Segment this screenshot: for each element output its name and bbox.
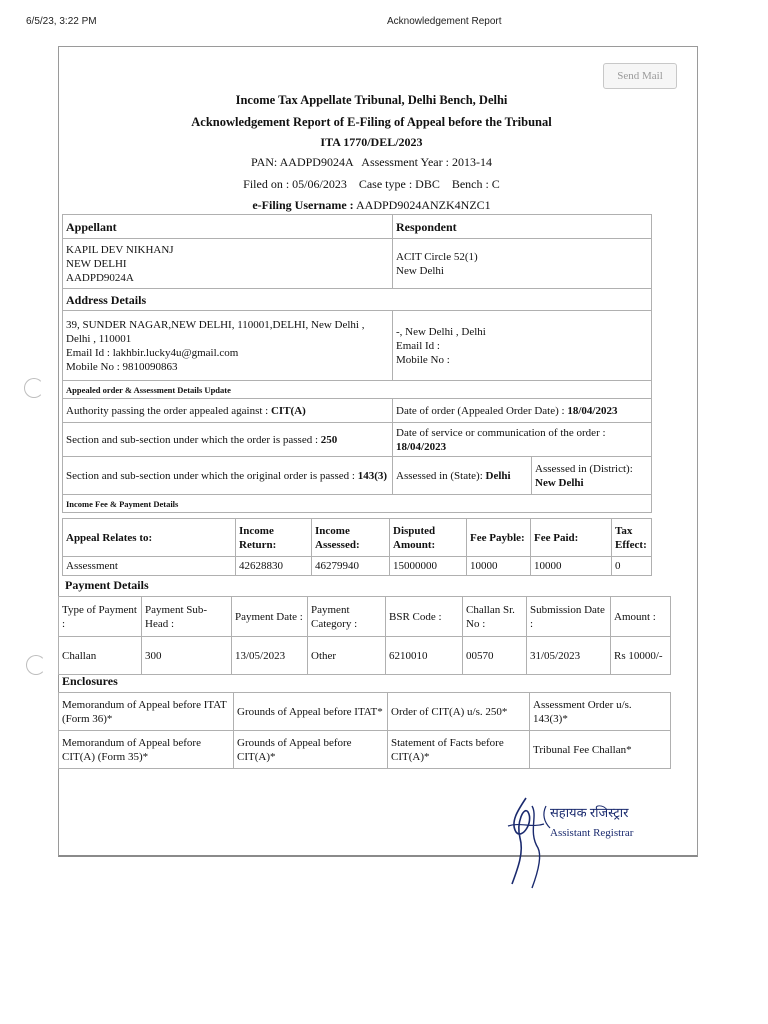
ita-number: ITA 1770/DEL/2023 (320, 135, 423, 149)
fee-table (62, 518, 652, 576)
payment-cell: 300 (142, 637, 232, 675)
payment-header-cell: Challan Sr. No : (463, 597, 527, 637)
payment-label: Payment Details (65, 578, 149, 592)
username-line (70, 198, 673, 213)
section-value: 250 (320, 433, 338, 446)
enclosure-cell: Order of CIT(A) u/s. 250* (388, 693, 530, 731)
fee-header-cell: Fee Payble: (467, 519, 531, 557)
enclosure-cell: Memorandum of Appeal before CIT(A) (Form 35)* (59, 731, 234, 769)
authority-cell (63, 399, 393, 423)
fee-cell: 0 (612, 557, 652, 576)
send-mail-button[interactable]: Send Mail (603, 63, 677, 89)
fee-cell: 42628830 (236, 557, 312, 576)
fee-cell: 15000000 (390, 557, 467, 576)
enclosure-cell: Grounds of Appeal before CIT(A)* (234, 731, 388, 769)
appealed-order-label: Appealed order & Assessment Details Update (63, 381, 652, 399)
assessed-district-value: New Delhi (535, 476, 584, 489)
respondent-details (393, 239, 652, 289)
payment-cell: Rs 10000/- (611, 637, 671, 675)
payment-header-cell: Amount : (611, 597, 671, 637)
punch-hole (26, 655, 46, 675)
fee-header-cell: Fee Paid: (531, 519, 612, 557)
service-date-cell (393, 423, 652, 457)
payment-table (58, 596, 671, 675)
payment-header-cell: BSR Code : (386, 597, 463, 637)
signature-title: Assistant Registrar (550, 827, 634, 839)
fee-label: Income Fee & Payment Details (63, 495, 652, 513)
appellant-city: NEW DELHI (66, 257, 127, 270)
enclosure-cell: Tribunal Fee Challan* (530, 731, 671, 769)
appellant-name: KAPIL DEV NIKHANJ (66, 243, 174, 256)
enclosure-cell: Memorandum of Appeal before ITAT (Form 36)* (59, 693, 234, 731)
fee-row (63, 557, 652, 576)
respondent-street: -, New Delhi , Delhi (396, 325, 486, 338)
print-datetime: 6/5/23, 3:22 PM (26, 16, 97, 27)
payment-cell: Challan (59, 637, 142, 675)
enclosures-label: Enclosures (62, 674, 118, 688)
tribunal-title: Income Tax Appellate Tribunal, Delhi Bench, Delhi (235, 93, 508, 107)
address-label: Address Details (63, 289, 652, 311)
fee-header-cell: Income Return: (236, 519, 312, 557)
assessed-district-cell (532, 457, 652, 495)
enclosure-cell: Assessment Order u/s. 143(3)* (530, 693, 671, 731)
order-date-label: Date of order (Appealed Order Date) : (396, 404, 565, 417)
enclosure-cell: Grounds of Appeal before ITAT* (234, 693, 388, 731)
respondent-address (393, 311, 652, 381)
payment-header-cell: Payment Category : (308, 597, 386, 637)
payment-header-cell: Payment Date : (232, 597, 308, 637)
payment-cell: 31/05/2023 (527, 637, 611, 675)
fee-header-cell: Appeal Relates to: (63, 519, 236, 557)
enclosures-table (58, 692, 671, 769)
section-cell (63, 423, 393, 457)
respondent-mobile: Mobile No : (396, 353, 450, 366)
service-date-value: 18/04/2023 (396, 440, 447, 453)
payment-cell: 00570 (463, 637, 527, 675)
assessed-state-value: Delhi (485, 469, 511, 482)
appellant-pan: AADPD9024A (66, 271, 134, 284)
respondent-email: Email Id : (396, 339, 440, 352)
punch-hole (24, 378, 44, 398)
respondent-label: Respondent (393, 215, 652, 239)
original-order-cell (63, 457, 393, 495)
appellant-details (63, 239, 393, 289)
signature-hindi: सहायक रजिस्ट्रार (550, 805, 629, 820)
payment-row (59, 637, 671, 675)
original-order-label: Section and sub-section under which the original order is passed : (66, 469, 355, 482)
report-title: Acknowledgement Report of E-Filing of Appeal before the Tribunal (191, 115, 552, 129)
payment-cell: 6210010 (386, 637, 463, 675)
appellant-street: 39, SUNDER NAGAR,NEW DELHI, 110001,DELHI, New Delhi , Delhi , 110001 (66, 318, 365, 345)
authority-label: Authority passing the order appealed against : (66, 404, 269, 417)
fee-header-row (63, 519, 652, 557)
section-label: Section and sub-section under which the order is passed : (66, 433, 319, 446)
appellant-label: Appellant (63, 215, 393, 239)
payment-cell: Other (308, 637, 386, 675)
payment-cell: 13/05/2023 (232, 637, 308, 675)
print-title: Acknowledgement Report (387, 16, 502, 27)
order-date-value: 18/04/2023 (567, 404, 618, 417)
assessed-state-cell (393, 457, 532, 495)
appellant-email: Email Id : lakhbir.lucky4u@gmail.com (66, 346, 239, 359)
respondent-city: New Delhi (396, 264, 444, 277)
payment-header-cell: Payment Sub-Head : (142, 597, 232, 637)
pan-line: PAN: AADPD9024A Assessment Year : 2013-14 (251, 155, 492, 169)
enclosure-row (59, 693, 671, 731)
fee-cell: Assessment (63, 557, 236, 576)
fee-cell: 10000 (467, 557, 531, 576)
appellant-address (63, 311, 393, 381)
service-date-label: Date of service or communication of the order : (396, 426, 606, 439)
original-order-value: 143(3) (357, 469, 388, 482)
respondent-name: ACIT Circle 52(1) (396, 250, 478, 263)
fee-cell: 10000 (531, 557, 612, 576)
enclosure-row (59, 731, 671, 769)
order-date-cell (393, 399, 652, 423)
payment-header-row (59, 597, 671, 637)
details-table (62, 214, 652, 513)
payment-header-cell: Type of Payment : (59, 597, 142, 637)
fee-header-cell: Disputed Amount: (390, 519, 467, 557)
fee-cell: 46279940 (312, 557, 390, 576)
payment-header-cell: Submission Date : (527, 597, 611, 637)
appellant-mobile: Mobile No : 9810090863 (66, 360, 178, 373)
assessed-state-label: Assessed in (State): (396, 469, 483, 482)
authority-value: CIT(A) (270, 404, 306, 417)
assessed-district-label: Assessed in (District): (535, 462, 633, 475)
username-label: e-Filing Username : (252, 198, 354, 212)
enclosure-cell: Statement of Facts before CIT(A)* (388, 731, 530, 769)
username-value: AADPD9024ANZK4NZC1 (355, 198, 491, 212)
fee-header-cell: Income Assessed: (312, 519, 390, 557)
filed-line: Filed on : 05/06/2023 Case type : DBC Bench : C (243, 177, 500, 191)
fee-header-cell: Tax Effect: (612, 519, 652, 557)
